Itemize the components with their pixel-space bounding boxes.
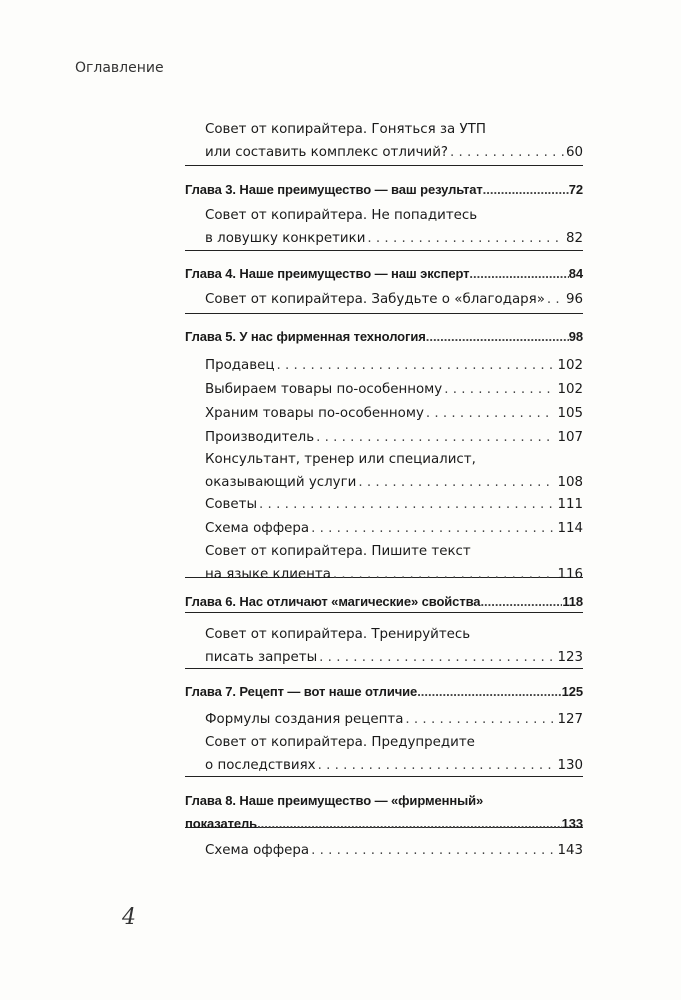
toc-section-entry[interactable]: [205, 623, 583, 669]
entry-title: Формулы создания рецепта: [205, 712, 404, 727]
entry-leader-line: [205, 839, 583, 862]
entry-leader-line: [205, 493, 583, 516]
toc-section-entry[interactable]: [205, 540, 583, 586]
entry-title: в ловушку конкретики: [205, 231, 366, 246]
dot-leader: [444, 378, 555, 401]
dot-leader: [469, 262, 568, 285]
dot-leader: [547, 288, 564, 311]
entry-title: Глава 3. Наше преимущество — ваш результат: [185, 182, 483, 197]
entry-title: Производитель: [205, 430, 315, 445]
entry-title: Глава 4. Наше преимущество — наш эксперт: [185, 266, 470, 281]
entry-title: Храним товары по-особенному: [205, 406, 424, 421]
entry-title: Схема оффера: [205, 521, 310, 536]
dot-leader: [276, 354, 555, 377]
toc-section-entry[interactable]: [205, 839, 583, 862]
dot-leader: [417, 680, 561, 703]
entry-title-line: Совет от копирайтера. Не попадитесь: [205, 208, 478, 223]
entry-leader-line: [205, 288, 583, 311]
dot-leader: [358, 471, 555, 494]
toc-section-entry[interactable]: [205, 708, 583, 731]
entry-page-number: 84: [568, 266, 583, 281]
dot-leader: [316, 426, 555, 449]
entry-leader-line: [185, 262, 583, 285]
entry-page-number: 102: [557, 358, 583, 373]
entry-title: Совет от копирайтера. Забудьте о «благодаря»: [205, 292, 545, 307]
toc-chapter-entry[interactable]: [185, 262, 583, 285]
entry-title-line: Совет от копирайтера. Пишите текст: [205, 544, 471, 559]
entry-page-number: 114: [557, 521, 583, 536]
entry-leader-line: [185, 680, 583, 703]
dot-leader: [426, 402, 556, 425]
entry-leader-line: [185, 178, 583, 201]
toc-section-entry[interactable]: [205, 493, 583, 516]
toc-chapter-entry[interactable]: [185, 680, 583, 703]
entry-leader-line: [205, 646, 583, 669]
entry-page-number: 60: [565, 145, 583, 160]
toc-section-entry[interactable]: [205, 354, 583, 377]
entry-leader-line: [205, 517, 583, 540]
entry-title: показатель: [185, 816, 258, 831]
entry-leader-line: [205, 563, 583, 586]
dot-leader: [311, 839, 555, 862]
entry-page-number: 116: [557, 567, 583, 582]
dot-leader: [319, 646, 555, 669]
entry-title-line: Совет от копирайтера. Гоняться за УТП: [205, 122, 486, 137]
entry-page-number: 72: [568, 182, 583, 197]
page-number: 4: [122, 905, 136, 930]
page-header: Оглавление: [75, 60, 164, 76]
entry-page-number: 123: [557, 650, 583, 665]
entry-title: Продавец: [205, 358, 275, 373]
entry-title: Выбираем товары по-особенному: [205, 382, 443, 397]
toc-section-entry[interactable]: [205, 118, 583, 164]
section-divider: [185, 313, 583, 314]
entry-leader-line: [205, 141, 583, 164]
dot-leader: [367, 227, 564, 250]
entry-leader-line: [205, 354, 583, 377]
toc-section-entry[interactable]: [205, 402, 583, 425]
entry-page-number: 105: [557, 406, 583, 421]
dot-leader: [450, 141, 564, 164]
entry-title-line: Совет от копирайтера. Предупредите: [205, 735, 475, 750]
entry-page-number: 118: [562, 594, 583, 609]
entry-title: или составить комплекс отличий?: [205, 145, 449, 160]
toc-chapter-entry[interactable]: [185, 590, 583, 613]
toc-section-entry[interactable]: [205, 288, 583, 311]
dot-leader: [483, 178, 569, 201]
toc-section-entry[interactable]: [205, 731, 583, 777]
toc-section-entry[interactable]: [205, 448, 583, 494]
entry-page-number: 143: [557, 843, 583, 858]
toc-chapter-entry[interactable]: [185, 325, 583, 348]
entry-title: на языке клиента: [205, 567, 331, 582]
entry-leader-line: [185, 325, 583, 348]
entry-title: Глава 7. Рецепт — вот наше отличие: [185, 684, 418, 699]
entry-leader-line: [205, 378, 583, 401]
entry-title: оказывающий услуги: [205, 475, 357, 490]
entry-leader-line: [205, 402, 583, 425]
entry-leader-line: [205, 708, 583, 731]
entry-page-number: 102: [557, 382, 583, 397]
entry-page-number: 96: [565, 292, 583, 307]
entry-page-number: 127: [557, 712, 583, 727]
toc-section-entry[interactable]: [205, 517, 583, 540]
entry-page-number: 107: [557, 430, 583, 445]
entry-page-number: 108: [557, 475, 583, 490]
entry-title: писать запреты: [205, 650, 318, 665]
entry-leader-line: [205, 754, 583, 777]
toc-chapter-entry[interactable]: [185, 789, 583, 835]
dot-leader: [426, 325, 569, 348]
section-divider: [185, 250, 583, 251]
entry-leader-line: [205, 426, 583, 449]
dot-leader: [405, 708, 555, 731]
dot-leader: [259, 493, 555, 516]
entry-leader-line: [185, 812, 583, 835]
dot-leader: [257, 812, 562, 835]
entry-page-number: 111: [557, 497, 583, 512]
entry-page-number: 82: [565, 231, 583, 246]
entry-title-line: Консультант, тренер или специалист,: [205, 452, 476, 467]
entry-leader-line: [205, 227, 583, 250]
toc-chapter-entry[interactable]: [185, 178, 583, 201]
entry-page-number: 133: [561, 816, 583, 831]
entry-title-line: Совет от копирайтера. Тренируйтесь: [205, 627, 471, 642]
toc-section-entry[interactable]: [205, 204, 583, 250]
toc-section-entry[interactable]: [205, 378, 583, 401]
entry-leader-line: [185, 590, 583, 613]
dot-leader: [318, 754, 556, 777]
dot-leader: [333, 563, 556, 586]
entry-page-number: 125: [561, 684, 583, 699]
entry-title: Советы: [205, 497, 258, 512]
section-divider: [185, 165, 583, 166]
entry-title: Схема оффера: [205, 843, 310, 858]
entry-title: о последствиях: [205, 758, 316, 773]
toc-section-entry[interactable]: [205, 426, 583, 449]
entry-leader-line: [205, 471, 583, 494]
dot-leader: [311, 517, 555, 540]
dot-leader: [480, 590, 562, 613]
entry-page-number: 98: [568, 329, 583, 344]
entry-title: Глава 5. У нас фирменная технология: [185, 329, 426, 344]
entry-title: Глава 6. Нас отличают «магические» свойства: [185, 594, 481, 609]
entry-page-number: 130: [557, 758, 583, 773]
entry-title-line: Глава 8. Наше преимущество — «фирменный»: [185, 793, 484, 808]
